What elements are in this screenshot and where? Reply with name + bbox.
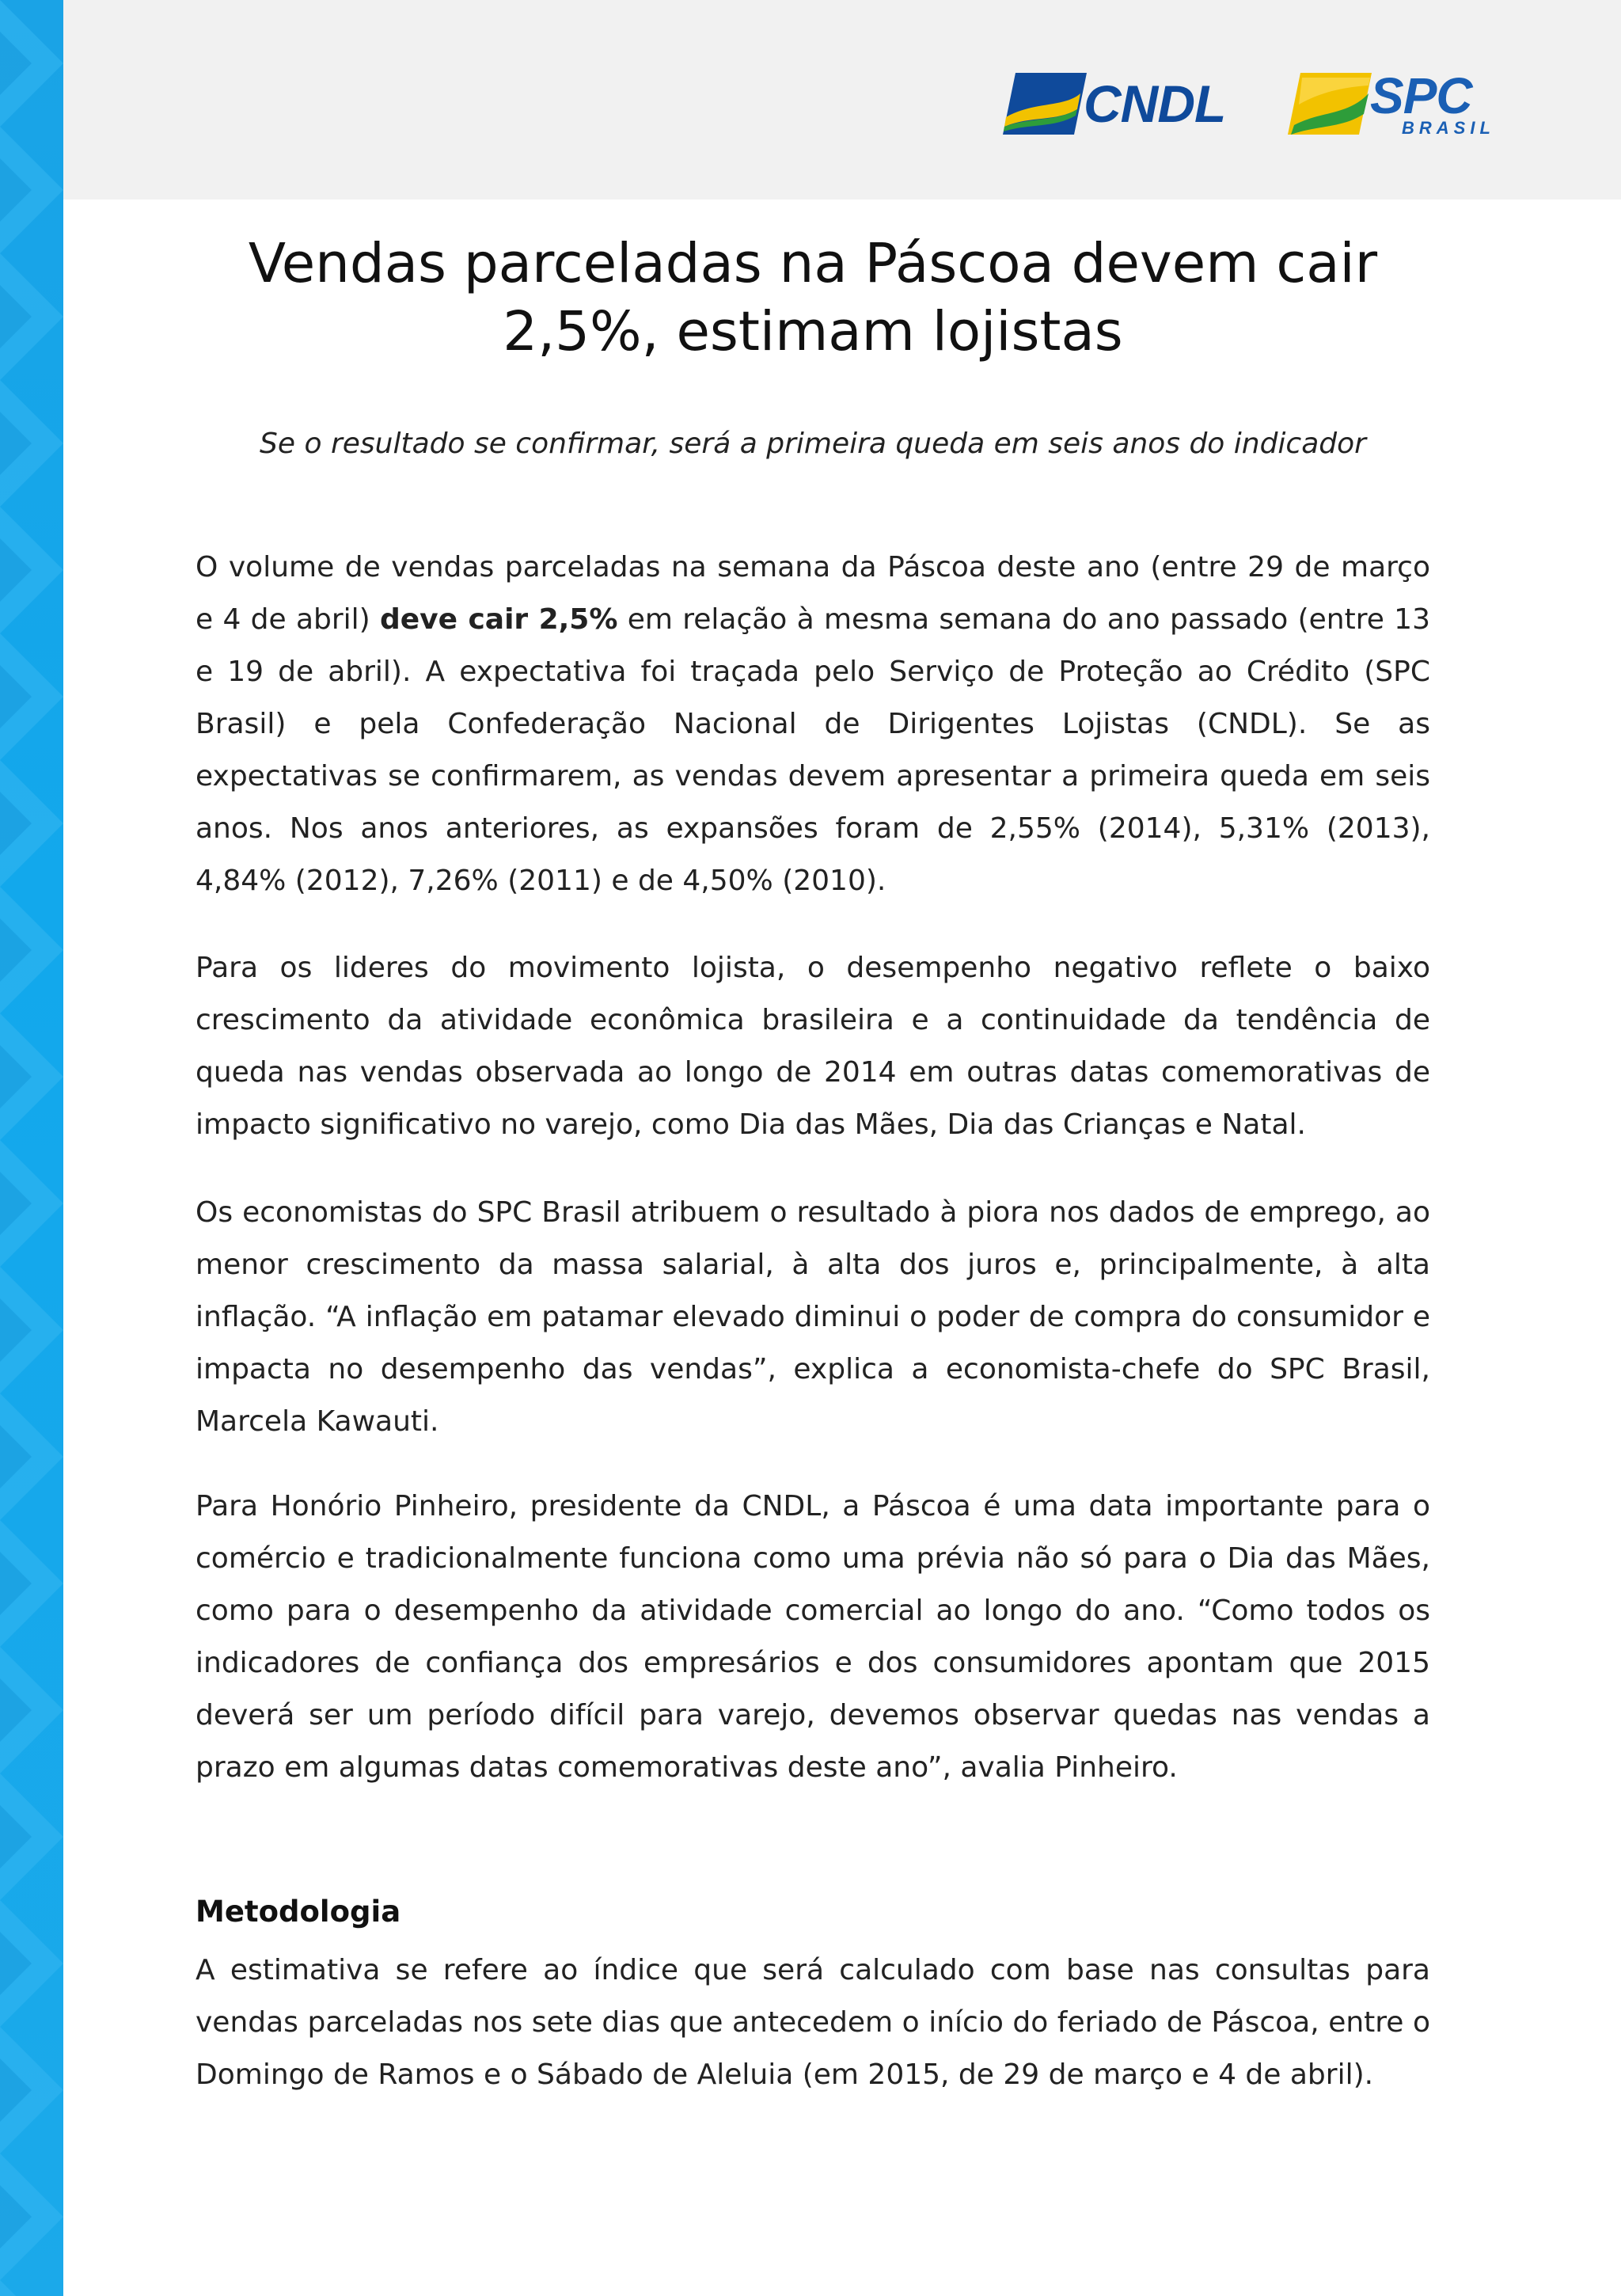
article-title: Vendas parceladas na Páscoa devem cair 2,5%, estimam lojistas — [248, 232, 1378, 363]
spc-logo-subtext: BRASIL — [1402, 118, 1495, 138]
methodology-paragraph: A estimativa se refere ao índice que será calculado com base nas consultas para vendas parceladas nos sete dias que antecedem o início do feriado de Páscoa, entre o Domingo de Ramos e o Sábado de Aleluia (em 2015, de 29 de março e 4 de abril). — [196, 1954, 1430, 2091]
side-decorative-stripe — [0, 0, 63, 2296]
spc-logo-words — [1370, 67, 1495, 138]
paragraph-1-text-end: em relação à mesma semana do ano passado (entre 13 e 19 de abril). A expectativa foi traçada pelo Serviço de Proteção ao Crédito (SPC Brasil) e pela Confederação Nacional de Dirigentes Lojistas (CNDL). Se as expectativas se confirmarem, as vendas devem apresentar a primeira queda em seis anos. Nos anos anteriores, as expansões foram de 2,55% (2014), 5,31% (2013), 4,84% (2012), 7,26% (2011) e de 4,50% (2010). — [196, 603, 1430, 897]
paragraph-1-highlight: deve cair 2,5% — [380, 603, 618, 636]
paragraph-1-text-start: O volume de vendas parceladas na semana da Páscoa deste ano (entre 29 de março e 4 de abril) — [196, 551, 1430, 636]
article-paragraph-2: Para os lideres do movimento lojista, o desempenho negativo reflete o baixo crescimento da atividade econômica brasileira e a continuidade da tendência de queda nas vendas observada ao longo de 2014 em outras datas comemorativas de impacto significativo no varejo, como Dia das Mães, Dia das Crianças e Natal. — [196, 952, 1430, 1141]
cndl-logo-text: CNDL — [1084, 74, 1226, 133]
spc-brasil-logo — [1286, 68, 1495, 139]
cndl-emblem-icon — [1001, 70, 1088, 138]
article-paragraph-3: Os economistas do SPC Brasil atribuem o resultado à piora nos dados de emprego, ao menor crescimento da massa salarial, à alta dos juros e, principalmente, à alta inflação. “A inflação em patamar elevado diminui o poder de compra do consumidor e impacta no desempenho das vendas”, explica a economista-chefe do SPC Brasil, Marcela Kawauti. — [196, 1196, 1430, 1438]
spc-logo-text: SPC — [1370, 67, 1472, 124]
cndl-logo — [1001, 68, 1225, 139]
chevron-pattern — [0, 0, 63, 2296]
article-paragraph-4: Para Honório Pinheiro, presidente da CNDL, a Páscoa é uma data importante para o comércio e tradicionalmente funciona como uma prévia não só para o Dia das Mães, como para o desempenho da atividade comercial ao longo do ano. “Como todos os indicadores de confiança dos empresários e dos consumidores apontam que 2015 deverá ser um período difícil para varejo, devemos observar quedas nas vendas a prazo em algumas datas comemorativas deste ano”, avalia Pinheiro. — [196, 1490, 1430, 1784]
spc-emblem-icon — [1286, 70, 1373, 138]
methodology-heading: Metodologia — [196, 1895, 401, 1929]
article-paragraph-1 — [196, 542, 1430, 907]
article-subtitle: Se o resultado se confirmar, será a primeira queda em seis anos do indicador — [260, 428, 1366, 460]
